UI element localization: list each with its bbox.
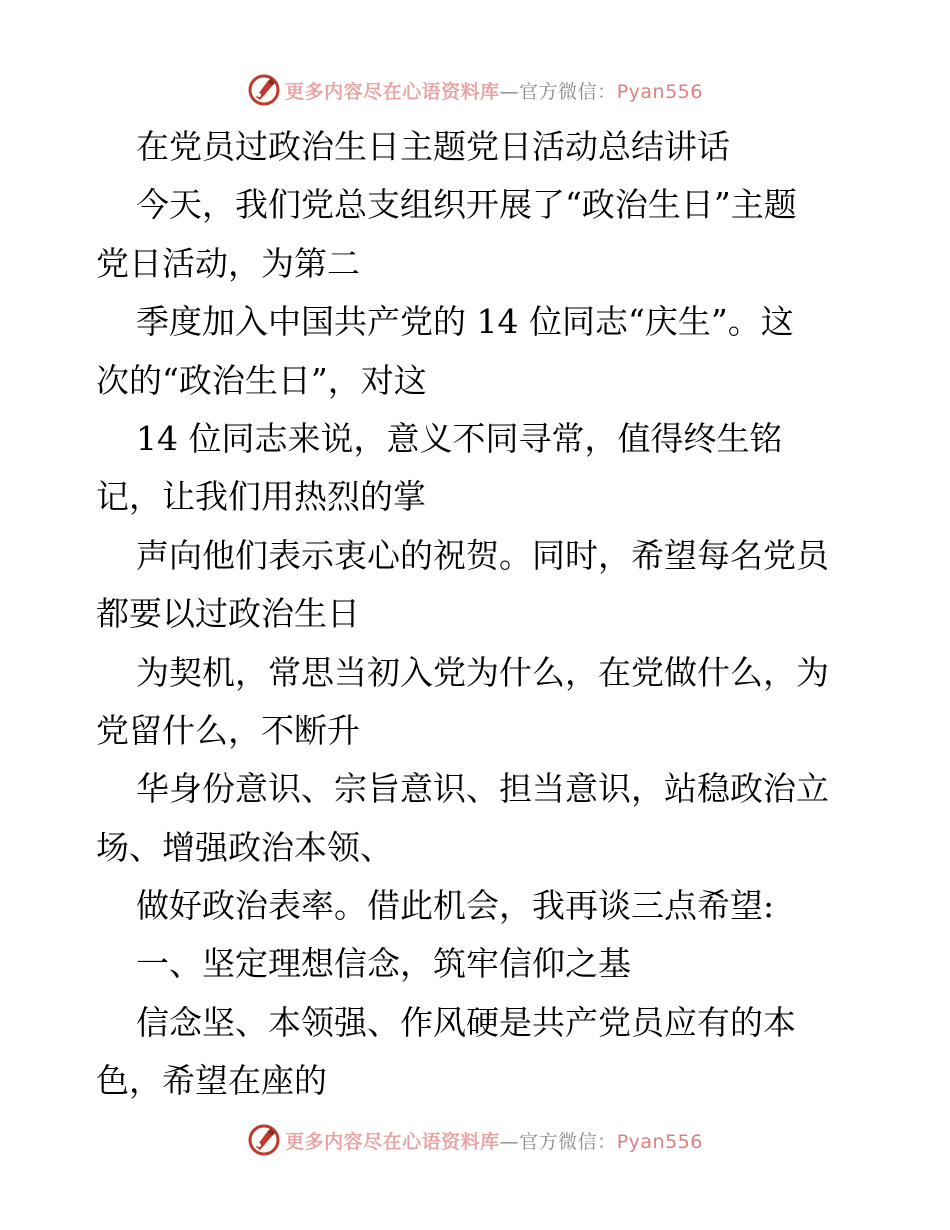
banner-text xyxy=(285,77,703,104)
paragraph-line: 季度加入中国共产党的 14 位同志“庆生”。这 xyxy=(136,302,794,342)
pen-nib-circle-icon xyxy=(247,1123,281,1157)
banner-text-cn: 更多内容尽在心语资料库 xyxy=(285,1130,500,1153)
header-banner xyxy=(0,70,950,110)
paragraph-line: 都要以过政治生日 xyxy=(96,594,360,634)
paragraph-line: 党留什么，不断升 xyxy=(96,710,360,750)
footer-banner xyxy=(0,1120,950,1160)
paragraph-line: 记，让我们用热烈的掌 xyxy=(96,477,426,517)
paragraph-line: 次的“政治生日”，对这 xyxy=(96,360,427,400)
paragraph-line: 信念坚、本领强、作风硬是共产党员应有的本 xyxy=(136,1002,796,1042)
paragraph-line: 为契机，常思当初入党为什么，在党做什么，为 xyxy=(136,652,829,692)
banner-text-cn: 更多内容尽在心语资料库 xyxy=(285,80,500,103)
paragraph-line: 14 位同志来说，意义不同寻常，值得终生铭 xyxy=(136,418,783,458)
document-body xyxy=(96,118,856,1111)
paragraph-line: 华身份意识、宗旨意识、担当意识，站稳政治立 xyxy=(136,769,829,809)
banner-text xyxy=(285,1127,703,1154)
paragraph-line: 场、增强政治本领、 xyxy=(96,827,393,867)
paragraph-line: 色，希望在座的 xyxy=(96,1061,327,1101)
banner-text-sep: —官方微信： xyxy=(499,1130,617,1153)
banner-text-id: Pyan556 xyxy=(616,80,703,103)
pen-nib-circle-icon xyxy=(247,73,281,107)
paragraph-line: 声向他们表示衷心的祝贺。同时，希望每名党员 xyxy=(136,535,829,575)
paragraph-line: 今天，我们党总支组织开展了“政治生日”主题 xyxy=(136,185,797,225)
paragraph-line: 党日活动，为第二 xyxy=(96,243,360,283)
paragraph-line: 一、坚定理想信念，筑牢信仰之基 xyxy=(136,944,631,984)
banner-text-sep: —官方微信： xyxy=(499,80,617,103)
paragraph-line: 做好政治表率。借此机会，我再谈三点希望: xyxy=(136,886,775,926)
document-title: 在党员过政治生日主题党日活动总结讲话 xyxy=(136,127,730,166)
banner-text-id: Pyan556 xyxy=(616,1130,703,1153)
